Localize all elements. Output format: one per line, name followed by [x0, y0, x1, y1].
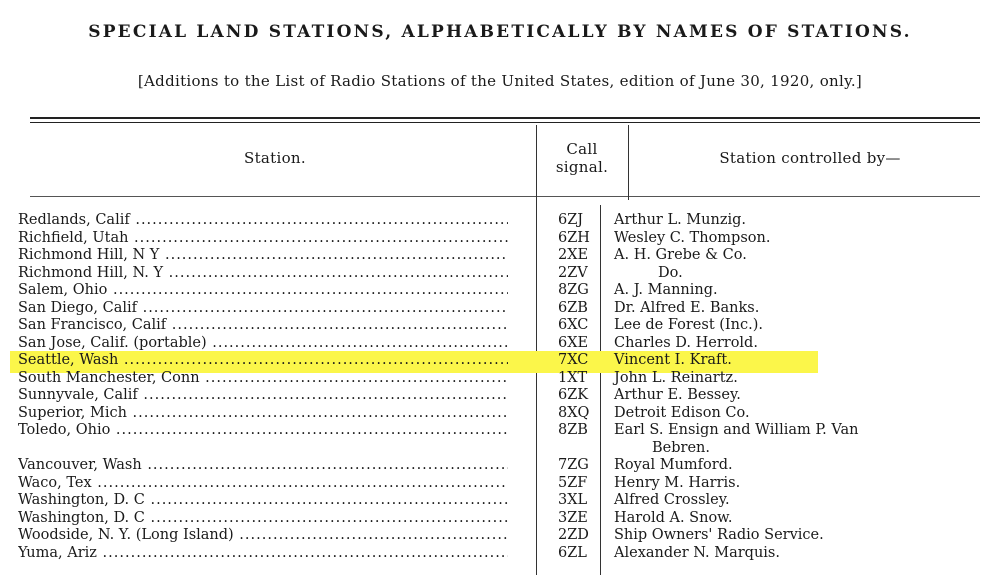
- document-title: SPECIAL LAND STATIONS, ALPHABETICALLY BY NAMES OF STATIONS.: [88, 22, 912, 42]
- call-signal: 5ZF: [558, 474, 588, 491]
- call-signal: 6ZH: [558, 229, 590, 246]
- station-name: Woodside, N. Y. (Long Island) .....: [18, 527, 508, 545]
- header-rule-thick: [30, 117, 980, 119]
- column-header-station: Station.: [244, 149, 306, 167]
- table-row: [0, 422, 1000, 440]
- header-rule-thin: [30, 122, 980, 123]
- table-row: [0, 212, 1000, 230]
- station-name: Vancouver, Wash .....: [18, 457, 508, 475]
- station-name: Salem, Ohio .....: [18, 282, 508, 300]
- station-name: Yuma, Ariz .....: [18, 545, 508, 563]
- station-name: Richmond Hill, N. Y .....: [18, 265, 508, 283]
- controlled-by: Charles D. Herrold.: [614, 334, 758, 351]
- table-row: [0, 352, 1000, 370]
- table-row: [0, 527, 1000, 545]
- call-signal: 1XT: [558, 369, 588, 386]
- controlled-by: Arthur E. Bessey.: [614, 387, 741, 403]
- station-name: Sunnyvale, Calif .....: [18, 387, 508, 405]
- table-row: [0, 457, 1000, 475]
- station-table-body: [0, 212, 1000, 562]
- controlled-by: Arthur L. Munzig.: [614, 212, 746, 228]
- table-row: [0, 492, 1000, 510]
- controlled-by: Vincent I. Kraft.: [614, 352, 732, 368]
- station-name: San Francisco, Calif .....: [18, 317, 508, 335]
- table-row: [0, 370, 1000, 388]
- column-header-controlled-by: Station controlled by—: [719, 149, 901, 167]
- table-row: [0, 475, 1000, 493]
- table-row: [0, 387, 1000, 405]
- station-name: Waco, Tex .....: [18, 475, 508, 493]
- column-header-call-signal: [537, 140, 627, 176]
- controlled-by: Wesley C. Thompson.: [614, 229, 771, 246]
- call-signal: 3XL: [558, 492, 588, 508]
- station-name: San Diego, Calif .....: [18, 300, 508, 318]
- header-bottom-rule: [30, 196, 980, 197]
- controlled-by: Dr. Alfred E. Banks.: [614, 299, 760, 316]
- station-name: South Manchester, Conn .....: [18, 370, 508, 388]
- call-signal: 6ZK: [558, 387, 589, 403]
- call-signal: 7ZG: [558, 457, 589, 473]
- table-row: [0, 265, 1000, 283]
- controlled-by: John L. Reinartz.: [614, 369, 738, 386]
- call-signal: 6XE: [558, 334, 589, 351]
- call-signal: 8ZB: [558, 422, 588, 438]
- table-row: [0, 405, 1000, 423]
- call-signal: 6ZB: [558, 299, 588, 316]
- table-row: [0, 247, 1000, 265]
- call-signal: 6XC: [558, 317, 589, 333]
- station-name: Toledo, Ohio .....: [18, 422, 508, 440]
- controlled-by: Harold A. Snow.: [614, 509, 733, 526]
- document-subtitle: [Additions to the List of Radio Stations of the United States, edition of June 30, 1920, only.]: [137, 72, 863, 90]
- controlled-by: Ship Owners' Radio Service.: [614, 527, 824, 543]
- station-name: San Jose, Calif. (portable) .....: [18, 335, 508, 353]
- controlled-by: Bebren.: [652, 439, 710, 456]
- station-name: Redlands, Calif .....: [18, 212, 508, 230]
- call-signal: 6ZL: [558, 544, 587, 561]
- station-name: Superior, Mich .....: [18, 405, 508, 423]
- table-row: [0, 335, 1000, 353]
- controlled-by: Henry M. Harris.: [614, 474, 741, 491]
- controlled-by: Alexander N. Marquis.: [614, 544, 780, 561]
- station-name: Richfield, Utah .....: [18, 230, 508, 248]
- table-row: [0, 317, 1000, 335]
- call-signal: 7XC: [558, 352, 589, 368]
- table-row: [0, 230, 1000, 248]
- controlled-by: A. J. Manning.: [614, 282, 718, 298]
- station-name: Washington, D. C .....: [18, 510, 508, 528]
- table-row: [0, 300, 1000, 318]
- station-name: Seattle, Wash .....: [18, 352, 508, 370]
- call-signal: 2ZD: [558, 527, 589, 543]
- call-signal: 8ZG: [558, 282, 589, 298]
- controlled-by: A. H. Grebe & Co.: [614, 247, 747, 263]
- controlled-by: Royal Mumford.: [614, 457, 733, 473]
- table-row: [0, 510, 1000, 528]
- station-name: Washington, D. C .....: [18, 492, 508, 510]
- call-header-line2: signal.: [555, 158, 609, 176]
- table-row: [0, 545, 1000, 563]
- controlled-by: Lee de Forest (Inc.).: [614, 317, 763, 333]
- column-divider-call-right: [628, 125, 629, 200]
- call-header-line1: Call: [566, 140, 598, 158]
- call-signal: 2ZV: [558, 264, 588, 281]
- call-signal: 2XE: [558, 247, 589, 263]
- controlled-by: Do.: [658, 264, 683, 281]
- call-signal: 3ZE: [558, 509, 588, 526]
- station-name: Richmond Hill, N Y .....: [18, 247, 508, 265]
- call-signal: 8XQ: [558, 404, 590, 421]
- table-row: [0, 440, 1000, 458]
- controlled-by: Earl S. Ensign and William P. Van: [614, 422, 859, 438]
- call-signal: 6ZJ: [558, 212, 584, 228]
- controlled-by: Alfred Crossley.: [614, 492, 730, 508]
- table-row: [0, 282, 1000, 300]
- controlled-by: Detroit Edison Co.: [614, 404, 750, 421]
